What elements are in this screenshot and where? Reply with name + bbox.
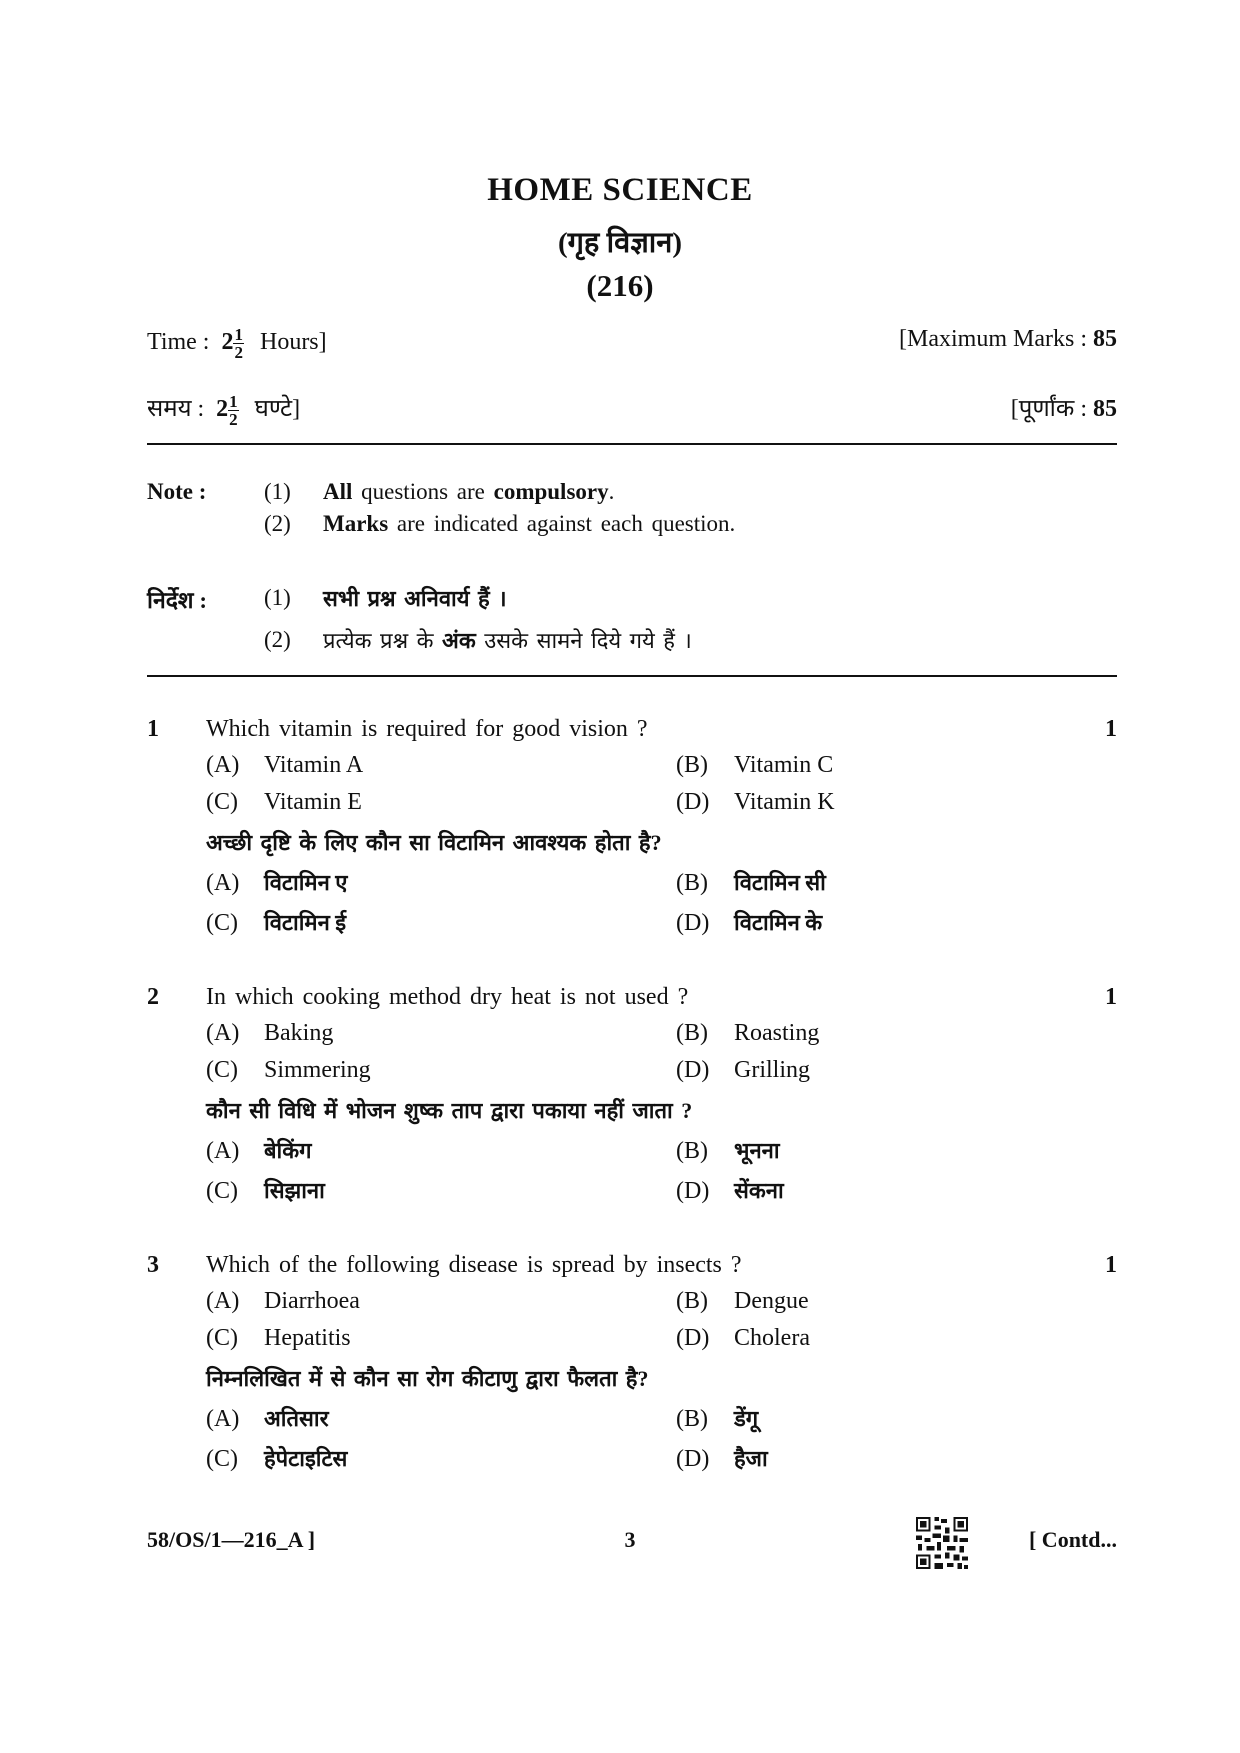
divider-top — [147, 443, 1117, 445]
question-text: Which vitamin is required for good vision ? — [206, 716, 648, 742]
time-fraction-hindi: $\frac{1}{2}$ — [229, 391, 238, 429]
max-marks-value: 85 — [1093, 326, 1117, 352]
time-whole: 2 — [221, 329, 234, 356]
option-hindi: (C) सिझाना — [206, 1178, 325, 1204]
time-unit: Hours] — [259, 329, 327, 356]
option-hindi: (B) विटामिन सी — [676, 870, 826, 896]
option: (C) Simmering — [206, 1057, 371, 1083]
option: (D) Vitamin K — [676, 789, 835, 815]
option: (B) Vitamin C — [676, 752, 834, 778]
note-text-hindi: सभी प्रश्न अनिवार्य हैं । — [323, 586, 507, 611]
time-unit-hindi: घण्टे] — [254, 396, 301, 422]
subject-code: (216) — [586, 268, 654, 303]
divider-notes — [147, 675, 1117, 677]
option: (A) Baking — [206, 1020, 334, 1046]
question-marks: 1 — [1105, 984, 1117, 1010]
option: (D) Grilling — [676, 1057, 810, 1083]
note-text: Marks are indicated against each question. — [323, 511, 736, 536]
max-marks-label-hindi: [पूर्णांक : — [1010, 396, 1087, 422]
time-label-hindi: समय : — [147, 396, 205, 422]
note-number-hindi: (1) — [264, 585, 291, 610]
option: (A) Vitamin A — [206, 752, 364, 778]
question-text-hindi: कौन सी विधि में भोजन शुष्क ताप द्वारा पकाया नहीं जाता ? — [206, 1098, 693, 1123]
note-text-hindi: प्रत्येक प्रश्न के अंक उसके सामने दिये गये हैं । — [323, 628, 692, 653]
time-label: Time : — [147, 329, 210, 356]
question-text: In which cooking method dry heat is not used ? — [206, 984, 689, 1010]
page-number: 3 — [624, 1527, 636, 1552]
option: (A) Diarrhoea — [206, 1288, 360, 1314]
option-hindi: (B) भूनना — [676, 1138, 780, 1164]
note-text: All questions are compulsory. — [323, 479, 615, 504]
option-hindi: (B) डेंगू — [676, 1406, 759, 1432]
max-marks-label: [Maximum Marks : — [899, 326, 1087, 352]
option: (D) Cholera — [676, 1325, 810, 1351]
note-number: (2) — [264, 511, 291, 536]
option: (B) Dengue — [676, 1288, 809, 1314]
option-hindi: (A) बेकिंग — [206, 1138, 312, 1164]
question-text-hindi: अच्छी दृष्टि के लिए कौन सा विटामिन आवश्यक होता है? — [206, 830, 662, 855]
option-hindi: (D) हैजा — [676, 1446, 768, 1472]
option: (C) Hepatitis — [206, 1325, 351, 1351]
question-marks: 1 — [1105, 1252, 1117, 1278]
note-number: (1) — [264, 479, 291, 504]
option: (B) Roasting — [676, 1020, 820, 1046]
option-hindi: (D) विटामिन के — [676, 910, 823, 936]
continued-label: [ Contd... — [1028, 1527, 1117, 1552]
option-hindi: (D) सेंकना — [676, 1178, 784, 1204]
option-hindi: (C) हेपेटाइटिस — [206, 1446, 348, 1472]
option-hindi: (A) अतिसार — [206, 1406, 329, 1432]
question-text-hindi: निम्नलिखित में से कौन सा रोग कीटाणु द्वारा फैलता है? — [206, 1366, 649, 1391]
note-label-hindi: निर्देश : — [147, 588, 207, 613]
max-marks-value-hindi: 85 — [1093, 396, 1117, 422]
option-hindi: (A) विटामिन ए — [206, 870, 348, 896]
subject-title-hindi: (गृह विज्ञान) — [557, 227, 683, 259]
subject-title: HOME SCIENCE — [487, 172, 753, 208]
option-hindi: (C) विटामिन ई — [206, 910, 347, 936]
question-number: 2 — [147, 984, 159, 1010]
qr-code-icon — [916, 1517, 968, 1569]
option: (C) Vitamin E — [206, 789, 362, 815]
question-number: 3 — [147, 1252, 159, 1278]
paper-code: 58/OS/1—216_A ] — [147, 1527, 316, 1552]
time-fraction: $\frac{1}{2}$ — [234, 325, 243, 362]
note-number-hindi: (2) — [264, 627, 291, 652]
question-number: 1 — [147, 716, 159, 742]
question-text: Which of the following disease is spread by insects ? — [206, 1252, 742, 1278]
question-marks: 1 — [1105, 716, 1117, 742]
time-whole-hindi: 2 — [216, 396, 229, 422]
note-label: Note : — [147, 479, 207, 504]
